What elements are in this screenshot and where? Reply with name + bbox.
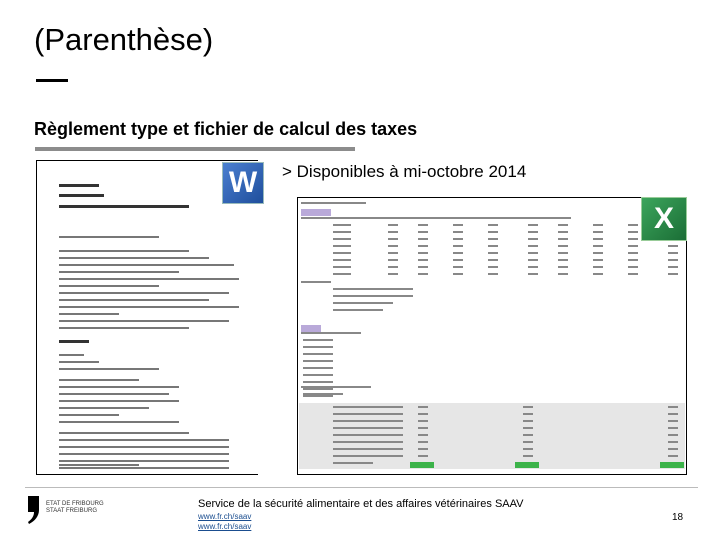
preview-line <box>453 231 463 233</box>
preview-line <box>668 273 678 275</box>
preview-line <box>333 266 351 268</box>
service-name: Service de la sécurité alimentaire et des affaires vétérinaires SAAV <box>198 498 524 510</box>
preview-line <box>668 427 678 429</box>
preview-line <box>668 441 678 443</box>
preview-line <box>453 266 463 268</box>
preview-line <box>59 414 119 416</box>
preview-line <box>59 439 229 441</box>
preview-line <box>59 250 189 252</box>
fribourg-logo-icon <box>27 496 39 524</box>
preview-line <box>303 395 333 397</box>
preview-line <box>523 413 533 415</box>
preview-line <box>59 368 159 370</box>
preview-line <box>453 273 463 275</box>
preview-line <box>528 238 538 240</box>
preview-line <box>303 353 333 355</box>
preview-line <box>418 259 428 261</box>
preview-line <box>333 420 403 422</box>
preview-line <box>528 252 538 254</box>
preview-line <box>59 299 209 301</box>
preview-line <box>668 406 678 408</box>
preview-line <box>488 231 498 233</box>
preview-line <box>410 462 434 468</box>
preview-line <box>59 340 89 343</box>
preview-line <box>528 273 538 275</box>
preview-line <box>301 202 366 204</box>
preview-line <box>59 386 179 388</box>
preview-line <box>59 432 189 434</box>
preview-line <box>593 238 603 240</box>
preview-line <box>333 288 413 290</box>
preview-line <box>660 462 684 468</box>
slide-subtitle: Règlement type et fichier de calcul des taxes <box>34 119 418 139</box>
preview-line <box>301 217 571 219</box>
preview-line <box>628 266 638 268</box>
preview-line <box>593 252 603 254</box>
preview-line <box>59 379 139 381</box>
preview-line <box>558 266 568 268</box>
preview-line <box>333 302 393 304</box>
preview-line <box>668 259 678 261</box>
preview-line <box>333 455 403 457</box>
preview-line <box>59 467 229 469</box>
preview-line <box>453 245 463 247</box>
preview-line <box>523 448 533 450</box>
preview-line <box>418 224 428 226</box>
preview-line <box>333 448 403 450</box>
preview-line <box>528 245 538 247</box>
preview-line <box>558 252 568 254</box>
excel-icon: X <box>641 197 687 241</box>
footer-link[interactable]: www.fr.ch/saav <box>198 512 252 521</box>
preview-line <box>523 427 533 429</box>
preview-line <box>668 266 678 268</box>
preview-line <box>558 238 568 240</box>
preview-line <box>668 245 678 247</box>
preview-line <box>333 309 383 311</box>
preview-line <box>593 231 603 233</box>
preview-line <box>418 245 428 247</box>
preview-line <box>488 266 498 268</box>
preview-line <box>333 406 403 408</box>
preview-line <box>628 273 638 275</box>
preview-line <box>668 455 678 457</box>
preview-line <box>558 231 568 233</box>
preview-line <box>333 295 413 297</box>
preview-line <box>628 238 638 240</box>
preview-line <box>388 245 398 247</box>
footer-divider <box>25 487 698 488</box>
preview-line <box>418 434 428 436</box>
footer-link[interactable]: www.fr.ch/saav <box>198 522 252 531</box>
preview-line <box>59 292 229 294</box>
preview-line <box>59 460 229 462</box>
availability-bullet: > Disponibles à mi-octobre 2014 <box>282 162 527 181</box>
preview-line <box>558 259 568 261</box>
logo-text <box>46 501 104 515</box>
preview-line <box>301 325 321 332</box>
preview-line <box>333 252 351 254</box>
title-divider <box>36 79 68 82</box>
preview-line <box>488 245 498 247</box>
preview-line <box>558 224 568 226</box>
preview-line <box>418 273 428 275</box>
preview-line <box>528 224 538 226</box>
preview-line <box>628 231 638 233</box>
preview-line <box>59 194 104 197</box>
preview-line <box>558 273 568 275</box>
preview-line <box>488 273 498 275</box>
preview-line <box>333 413 403 415</box>
preview-line <box>59 205 189 208</box>
preview-line <box>523 441 533 443</box>
preview-line <box>523 420 533 422</box>
preview-line <box>303 381 333 383</box>
preview-line <box>418 441 428 443</box>
preview-line <box>59 421 179 423</box>
preview-line <box>388 238 398 240</box>
preview-line <box>301 386 371 388</box>
preview-line <box>593 224 603 226</box>
preview-line <box>488 238 498 240</box>
preview-line <box>388 259 398 261</box>
preview-line <box>418 238 428 240</box>
preview-line <box>628 252 638 254</box>
preview-line <box>59 264 234 266</box>
slide-title: (Parenthèse) <box>34 22 214 57</box>
preview-line <box>488 252 498 254</box>
preview-line <box>515 462 539 468</box>
preview-line <box>59 320 229 322</box>
preview-line <box>668 252 678 254</box>
preview-line <box>333 245 351 247</box>
page-number: 18 <box>672 512 684 523</box>
preview-line <box>523 434 533 436</box>
preview-line <box>59 400 179 402</box>
preview-line <box>59 306 239 308</box>
preview-line <box>59 453 229 455</box>
preview-line <box>668 434 678 436</box>
preview-line <box>303 360 333 362</box>
preview-line <box>453 224 463 226</box>
preview-line <box>303 393 343 395</box>
preview-line <box>303 388 333 390</box>
tax-spreadsheet-preview <box>297 197 687 475</box>
preview-line <box>388 224 398 226</box>
preview-line <box>628 259 638 261</box>
preview-line <box>301 209 331 216</box>
preview-line <box>418 455 428 457</box>
preview-line <box>558 245 568 247</box>
preview-line <box>59 278 239 280</box>
preview-line <box>593 266 603 268</box>
preview-line <box>333 231 351 233</box>
preview-line <box>523 406 533 408</box>
preview-line <box>528 231 538 233</box>
preview-line <box>593 245 603 247</box>
preview-line <box>528 266 538 268</box>
preview-line <box>628 245 638 247</box>
preview-line <box>418 413 428 415</box>
preview-line <box>59 474 139 475</box>
preview-line <box>528 259 538 261</box>
preview-line <box>59 257 209 259</box>
preview-line <box>59 446 229 448</box>
preview-line <box>59 271 179 273</box>
preview-line <box>593 273 603 275</box>
preview-line <box>388 252 398 254</box>
preview-line <box>418 420 428 422</box>
preview-line <box>333 434 403 436</box>
preview-line <box>453 238 463 240</box>
preview-line <box>333 441 403 443</box>
preview-line <box>388 231 398 233</box>
preview-line <box>59 313 119 315</box>
preview-line <box>418 266 428 268</box>
preview-line <box>453 259 463 261</box>
preview-line <box>59 236 159 238</box>
preview-line <box>388 273 398 275</box>
preview-line <box>59 354 84 356</box>
logo-line: ETAT DE FRIBOURG <box>46 501 104 507</box>
regulation-document-preview <box>36 160 258 475</box>
preview-line <box>453 252 463 254</box>
preview-line <box>303 346 333 348</box>
preview-line <box>668 413 678 415</box>
preview-line <box>59 184 99 187</box>
preview-line <box>333 224 351 226</box>
preview-line <box>301 281 331 283</box>
preview-line <box>59 393 169 395</box>
preview-line <box>59 361 99 363</box>
preview-line <box>488 259 498 261</box>
preview-line <box>59 407 149 409</box>
preview-line <box>523 455 533 457</box>
preview-line <box>59 327 189 329</box>
preview-line <box>488 224 498 226</box>
subtitle-underline <box>35 147 355 151</box>
preview-line <box>333 427 403 429</box>
preview-line <box>333 238 351 240</box>
preview-line <box>668 420 678 422</box>
preview-line <box>418 448 428 450</box>
preview-line <box>301 332 361 334</box>
word-icon: W <box>222 162 264 204</box>
preview-line <box>303 339 333 341</box>
logo-line: STAAT FREIBURG <box>46 508 98 514</box>
preview-line <box>418 231 428 233</box>
preview-line <box>333 273 351 275</box>
preview-line <box>303 367 333 369</box>
preview-line <box>418 252 428 254</box>
preview-line <box>628 224 638 226</box>
preview-line <box>418 406 428 408</box>
preview-line <box>59 464 139 466</box>
preview-line <box>59 285 159 287</box>
preview-line <box>333 259 351 261</box>
preview-line <box>333 462 373 464</box>
preview-line <box>668 448 678 450</box>
preview-line <box>303 374 333 376</box>
preview-line <box>418 427 428 429</box>
preview-line <box>388 266 398 268</box>
preview-line <box>593 259 603 261</box>
